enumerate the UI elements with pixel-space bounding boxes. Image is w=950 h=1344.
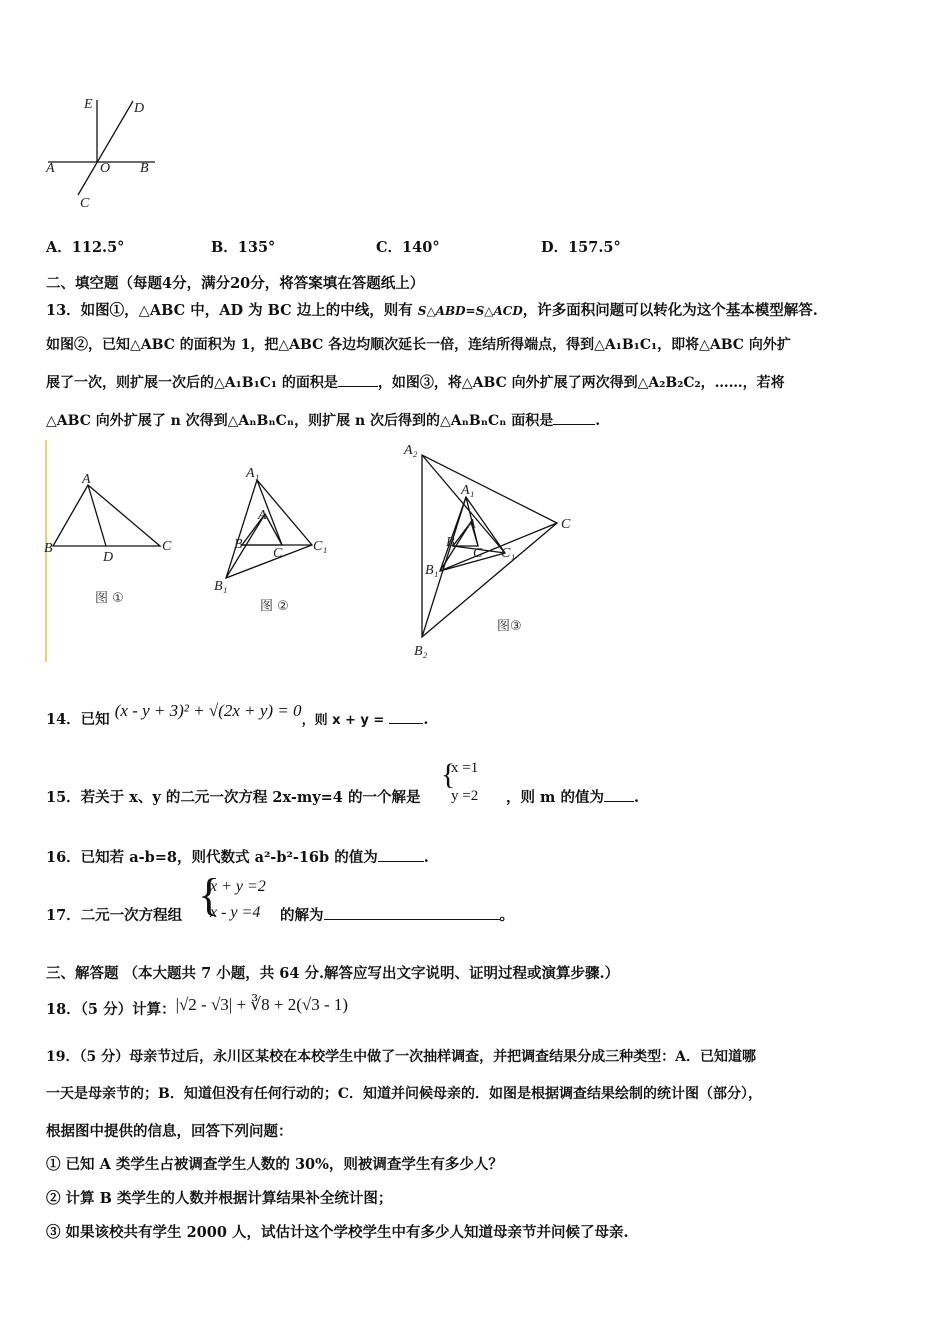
q13-blank-1 (338, 372, 378, 387)
fig2-label-C: C (273, 546, 283, 561)
q19-item1: ① 已知 A 类学生占被调查学生人数的 30%，则被调查学生有多少人？ (46, 1156, 503, 1173)
q15-brace: { (441, 758, 456, 791)
label-C: C (80, 196, 90, 210)
q15-eq1: x =1 (451, 760, 479, 776)
q19-line3: 根据图中提供的信息，回答下列问题： (46, 1123, 293, 1140)
fig2-label-B: B (234, 537, 243, 552)
fig1-label-A: A (82, 472, 91, 487)
section2-title: 二、填空题（每题4分，满分20分，将答案填在答题纸上） (46, 275, 425, 292)
section3-title: 三、解答题 （本大题共 7 小题，共 64 分.解答应写出文字说明、证明过程或演算步骤.） (46, 965, 620, 982)
q13-line4: △ABC 向外扩展了 n 次得到△AₙBₙCₙ，则扩展 n 次后得到的△AₙBₙCₙ 面积是 . (46, 410, 600, 430)
label-A: A (46, 161, 55, 176)
q16-blank (378, 847, 424, 862)
label-O: O (100, 161, 111, 176)
fig2-label-A1: A₁ (246, 466, 260, 481)
fig1-triangle (53, 485, 160, 546)
fig3-label-A2: A₂ (404, 443, 418, 458)
q19-item3: ③ 如果该校共有学生 2000 人，试估计这个学校学生中有多少人知道母亲节并问候了母亲. (46, 1224, 629, 1241)
fig2-label-C1: C₁ (313, 539, 328, 554)
q19-line2: 一天是母亲节的；B．知道但没有任何行动的；C．知道并问候母亲的．如图是根据调查结果绘制的统计图（部分）， (46, 1086, 762, 1102)
q15: 15．若关于 x、y 的二元一次方程 2x-my=4 的一个解是 (46, 789, 421, 806)
label-D: D (134, 101, 145, 116)
fig2-edge (226, 514, 265, 578)
fig1-label-B: B (44, 541, 53, 556)
fig3-label-C: C (473, 546, 483, 561)
q14-blank (389, 709, 423, 724)
q18: 18．（5 分）计算：|√2 - √3| + ∛8 + 2(√3 - 1) (46, 995, 349, 1018)
figure-2 (210, 462, 340, 622)
fig3-triangle-A2B2C2 (422, 455, 557, 637)
choice-c: C．140° (376, 239, 440, 256)
q19-item2: ② 计算 B 类学生的人数并根据计算结果补全统计图； (46, 1190, 393, 1207)
q17-prefix: 17．二元一次方程组 (46, 907, 183, 924)
q19-line1: 19．（5 分）母亲节过后，永川区某校在本校学生中做了一次抽样调查，并把调查结果分成三种类型：A．已知道哪 (46, 1049, 756, 1065)
fig3-label-C1: C₁ (501, 546, 516, 561)
q18-expression: |√2 - √3| + ∛8 + 2(√3 - 1) (175, 995, 349, 1014)
fig2-triangle-A1B1C1 (226, 480, 312, 578)
q14-equation: (x - y + 3)² + √(2x + y) = 0 (114, 701, 302, 720)
fig2-label-A: A (258, 508, 267, 523)
choice-a: A．112.5° (46, 239, 125, 256)
fig1-caption: 图 ① (95, 591, 124, 606)
q17-eq1: x + y =2 (210, 878, 266, 895)
fig3-label-B2: B₂ (414, 644, 428, 659)
fig2-caption: 图 ② (260, 599, 289, 614)
q15-eq2: y =2 (451, 788, 479, 804)
q13-line3: 展了一次，则扩展一次后的△A₁B₁C₁ 的面积是 ，如图③，将△ABC 向外扩展了两次得到△A₂B₂C₂，……，若将 (46, 372, 785, 392)
q13-line1: 13．如图①，△ABC 中，AD 为 BC 边上的中线，则有 S△ABD=S△ACD，许多面积问题可以转化为这个基本模型解答. (46, 302, 818, 319)
q14: 14．已知 (x - y + 3)² + √(2x + y) = 0，则 x + y = . (46, 701, 429, 728)
q17-eq2: x - y =4 (210, 904, 261, 921)
label-E: E (84, 97, 93, 112)
fig1-label-C: C (162, 539, 172, 554)
line-CD (78, 101, 133, 195)
figure-3 (400, 440, 590, 665)
q13-line2: 如图②，已知△ABC 的面积为 1，把△ABC 各边均顺次延长一倍，连结所得端点，得到△A₁B₁C₁，即将△ABC 向外扩 (46, 337, 791, 353)
figure-1 (40, 470, 190, 610)
q17-brace: { (198, 869, 221, 920)
q15-tail: ，则 m 的值为 . (506, 789, 640, 806)
fig3-label-C2: C (561, 517, 571, 532)
fig2-label-B1: B₁ (214, 579, 228, 594)
q15-blank (604, 787, 634, 802)
fig3-label-B1: B₁ (425, 563, 439, 578)
choice-d: D．157.5° (541, 239, 621, 256)
fig3-label-B: B (446, 535, 455, 550)
q13-formula: S△ABD=S△ACD (417, 304, 523, 318)
q17-tail: 的解为 。 (280, 907, 514, 924)
q12-angle-figure (40, 95, 160, 210)
choice-b: B．135° (211, 239, 276, 256)
q13-blank-2 (553, 410, 595, 425)
q17-blank (324, 905, 500, 920)
label-B: B (140, 161, 149, 176)
fig3-caption: 图③ (497, 619, 522, 634)
fig1-median-AD (88, 485, 106, 546)
fig1-label-D: D (103, 550, 114, 565)
fig3-label-A: A (467, 517, 476, 532)
q16: 16．已知若 a-b=8，则代数式 a²-b²-16b 的值为 . (46, 849, 429, 866)
fig3-label-A1: A₁ (461, 483, 475, 498)
